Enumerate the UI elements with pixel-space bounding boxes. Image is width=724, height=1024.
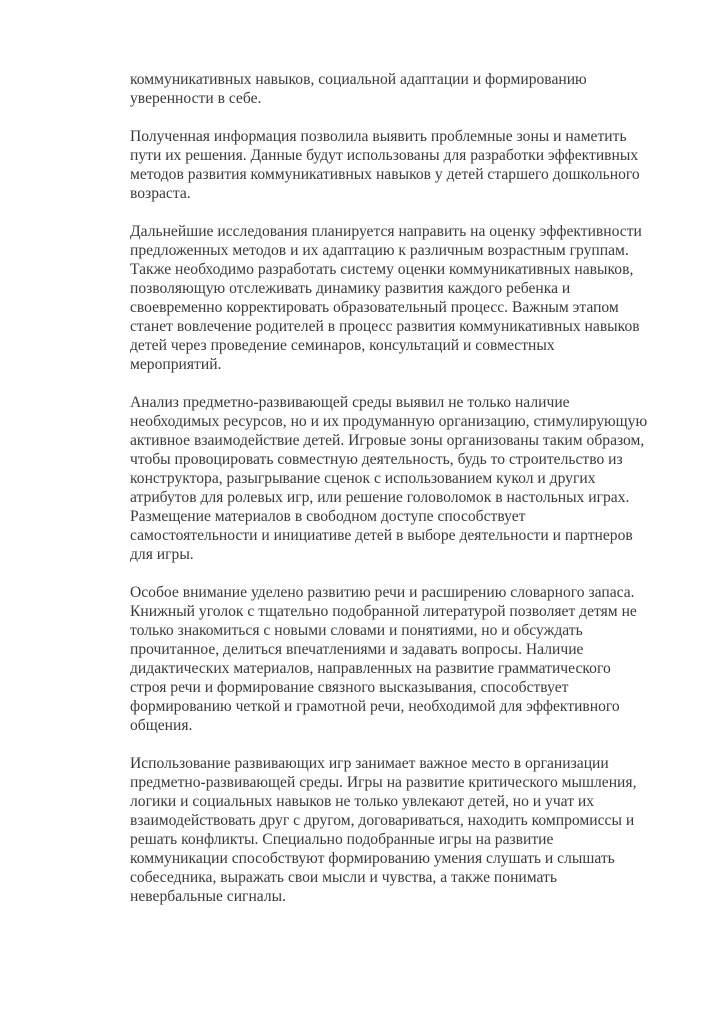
paragraph: [130, 127, 640, 203]
text-line: Размещение материалов в свободном доступе способствует: [130, 508, 526, 525]
paragraph: [130, 222, 642, 374]
text-line: предметно-развивающей среды. Игры на развитие критического мышления,: [130, 774, 637, 791]
text-line: возраста.: [130, 185, 191, 202]
text-line: необходимых ресурсов, но и их продуманную организацию, стимулирующую: [130, 413, 648, 430]
text-line: только знакомиться с новыми словами и понятиями, но и обсуждать: [130, 622, 583, 639]
paragraph: [130, 583, 637, 735]
text-line: логики и социальных навыков не только увлекают детей, но и учат их: [130, 793, 595, 810]
text-line: Книжный уголок с тщательно подобранной литературой позволяет детям не: [130, 603, 637, 620]
document-body: [130, 70, 648, 925]
text-line: невербальные сигналы.: [130, 888, 287, 905]
text-line: взаимодействовать друг с другом, договариваться, находить компромиссы и: [130, 812, 635, 829]
text-line: Особое внимание уделено развитию речи и расширению словарного запаса.: [130, 584, 635, 601]
text-line: формированию четкой и грамотной речи, необходимой для эффективного: [130, 698, 620, 715]
text-line: строя речи и формирование связного высказывания, способствует: [130, 679, 569, 696]
text-line: методов развития коммуникативных навыков у детей старшего дошкольного: [130, 166, 640, 183]
text-line: Также необходимо разработать систему оценки коммуникативных навыков,: [130, 261, 634, 278]
paragraph: [130, 393, 648, 564]
text-line: атрибутов для ролевых игр, или решение головоломок в настольных играх.: [130, 489, 630, 506]
text-line: своевременно корректировать образовательный процесс. Важным этапом: [130, 299, 619, 316]
text-line: для игры.: [130, 546, 194, 563]
text-line: конструктора, разыгрывание сценок с использованием кукол и других: [130, 470, 596, 487]
paragraph: [130, 754, 637, 906]
text-line: станет вовлечение родителей в процесс развития коммуникативных навыков: [130, 318, 640, 335]
text-line: Использование развивающих игр занимает важное место в организации: [130, 755, 609, 772]
text-line: уверенности в себе.: [130, 90, 262, 107]
text-line: детей через проведение семинаров, консультаций и совместных: [130, 337, 555, 354]
text-line: Полученная информация позволила выявить проблемные зоны и наметить: [130, 128, 627, 145]
text-line: собеседника, выражать свои мысли и чувства, а также понимать: [130, 869, 557, 886]
text-line: самостоятельности и инициативе детей в выборе деятельности и партнеров: [130, 527, 633, 544]
text-line: позволяющую отслеживать динамику развития каждого ребенка и: [130, 280, 571, 297]
text-line: пути их решения. Данные будут использованы для разработки эффективных: [130, 147, 639, 164]
text-line: Анализ предметно-развивающей среды выявил не только наличие: [130, 394, 570, 411]
text-line: предложенных методов и их адаптацию к различным возрастным группам.: [130, 242, 629, 259]
text-line: дидактических материалов, направленных на развитие грамматического: [130, 660, 611, 677]
text-line: коммуникативных навыков, социальной адаптации и формированию: [130, 71, 587, 88]
text-line: прочитанное, делиться впечатлениями и задавать вопросы. Наличие: [130, 641, 584, 658]
text-line: общения.: [130, 717, 193, 734]
text-line: Дальнейшие исследования планируется направить на оценку эффективности: [130, 223, 642, 240]
text-line: мероприятий.: [130, 356, 222, 373]
text-line: решать конфликты. Специально подобранные игры на развитие: [130, 831, 554, 848]
text-line: чтобы провоцировать совместную деятельность, будь то строительство из: [130, 451, 623, 468]
text-line: активное взаимодействие детей. Игровые зоны организованы таким образом,: [130, 432, 645, 449]
text-line: коммуникации способствуют формированию умения слушать и слышать: [130, 850, 615, 867]
paragraph: [130, 70, 610, 108]
